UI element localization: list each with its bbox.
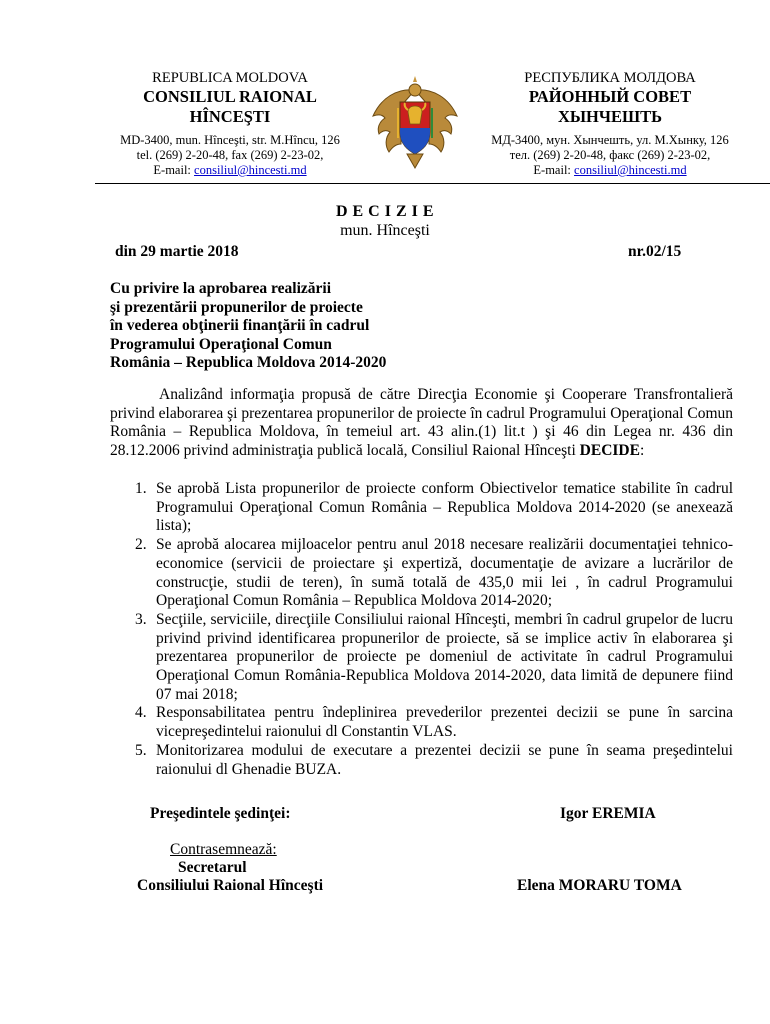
list-item [135, 536, 733, 611]
item-text: Secţiile, serviciile, direcţiile Consiliului raional Hînceşti, membri în cadrul grupelor de lucru privind privind identificarea propunerilor de proiecte, să se implice activ în elaborarea şi prezentarea propunerilor de proiecte pe domeniul de activitate în cadrul Programului Operaţional Comun România-Republica Moldova 2014-2020, data limită de depunere fiind 07 mai 2018; [156, 610, 733, 703]
header-right [470, 69, 750, 178]
subject-line: România – Republica Moldova 2014-2020 [110, 354, 387, 371]
item-number: 2. [135, 536, 147, 554]
council-ru: РАЙОННЫЙ СОВЕТ [528, 87, 692, 106]
item-text: Se aprobă Lista propunerilor de proiecte conform Obiectivelor tematice stabilite în cadrul Programului Operaţional Comun România – Republica Moldova 2014-2020 (se anexează lista); [156, 480, 733, 535]
email-label-ro: E-mail: [153, 163, 195, 177]
item-number: 1. [135, 480, 147, 497]
item-text: Monitorizarea modului de executare a prezentei decizii se pune în seama preşedintelui raionului dl Ghenadie BUZA. [156, 741, 733, 778]
email-label-ru: E-mail: [533, 163, 575, 177]
doc-place: mun. Hînceşti [340, 222, 430, 239]
doc-subject [110, 280, 386, 373]
list-item [135, 611, 733, 705]
phone-ro: tel. (269) 2-20-48, fax (269) 2-23-02, [136, 148, 324, 162]
subject-line: Cu privire la aprobarea realizării [110, 280, 331, 297]
decision-articles [135, 480, 733, 779]
list-item [135, 480, 733, 536]
list-item [135, 742, 733, 779]
list-item [135, 704, 733, 741]
doc-date: din 29 martie 2018 [115, 243, 239, 260]
subject-line: în vederea obţinerii finanţării în cadrul [110, 317, 370, 334]
item-number: 4. [135, 704, 147, 722]
subject-line: şi prezentării propunerilor de proiecte [110, 298, 363, 316]
town-ro: HÎNCEŞTI [189, 107, 271, 126]
country-ro: REPUBLICA MOLDOVA [152, 70, 308, 86]
subject-line: Programului Operaţional Comun [110, 335, 332, 353]
secretary-council: Consiliului Raional Hînceşti [137, 877, 324, 894]
doc-number: nr.02/15 [628, 243, 682, 260]
decide-keyword: DECIDE [579, 442, 640, 460]
email-link-ru[interactable]: consiliul@hincesti.md [574, 163, 687, 177]
council-ro: CONSILIUL RAIONAL [143, 87, 317, 106]
item-text: Se aprobă alocarea mijloacelor pentru anul 2018 necesare realizării documentaţiei tehnico-economice (servicii de proiectare şi expertiză, documentaţie de avizare a lucrărilor de construcţie, studii de teren), în sumă totală de 435,0 mii lei , în cadrul Programului Operaţional Comun România – Republica Moldova 2014-2020; [156, 536, 733, 610]
decide-colon: : [639, 442, 645, 460]
chair-name: Igor EREMIA [560, 805, 656, 822]
address-ru: МД-3400, мун. Хынчешть, ул. М.Хынку, 126 [491, 133, 729, 147]
email-line-ro [95, 163, 365, 178]
email-link-ro[interactable]: consiliul@hincesti.md [194, 163, 307, 177]
coat-of-arms-emblem [367, 68, 463, 178]
header-left [95, 69, 365, 178]
item-text: Responsabilitatea pentru îndeplinirea prevederilor prezentei decizii se pune în sarcina vicepreşedintelui raionului dl Constantin VLAS. [156, 704, 733, 741]
address-ro: MD-3400, mun. Hînceşti, str. M.Hîncu, 126 [120, 133, 340, 147]
email-line-ru [470, 163, 750, 178]
secretary-title: Secretarul [178, 859, 247, 876]
item-number: 5. [135, 741, 147, 759]
secretary-name: Elena MORARU TOMA [517, 877, 682, 894]
country-ru: РЕСПУБЛИКА МОЛДОВА [524, 70, 696, 86]
countersign-label: Contrasemnează: [170, 841, 277, 858]
doc-title: D E C I Z I E [335, 203, 435, 220]
chair-label: Preşedintele şedinţei: [150, 805, 291, 822]
preamble [110, 386, 733, 461]
town-ru: ХЫНЧЕШТЬ [557, 107, 663, 126]
phone-ru: тел. (269) 2-20-48, факс (269) 2-23-02, [509, 148, 711, 162]
item-number: 3. [135, 610, 147, 628]
header-divider [95, 183, 770, 184]
preamble-text: Analizând informaţia propusă de către Direcţia Economie şi Cooperare Transfrontalieră privind elaborarea şi prezentarea propunerilor de proiecte în cadrul Programului Operaţional Comun România – Republica Moldova, în temeiul art. 43 alin.(1) lit.t ) şi 46 din Legea nr. 436 din 28.12.2006 privind administraţia publică locală, Consiliul Raional Hînceşti [110, 386, 733, 460]
coat-of-arms-icon [367, 68, 463, 178]
